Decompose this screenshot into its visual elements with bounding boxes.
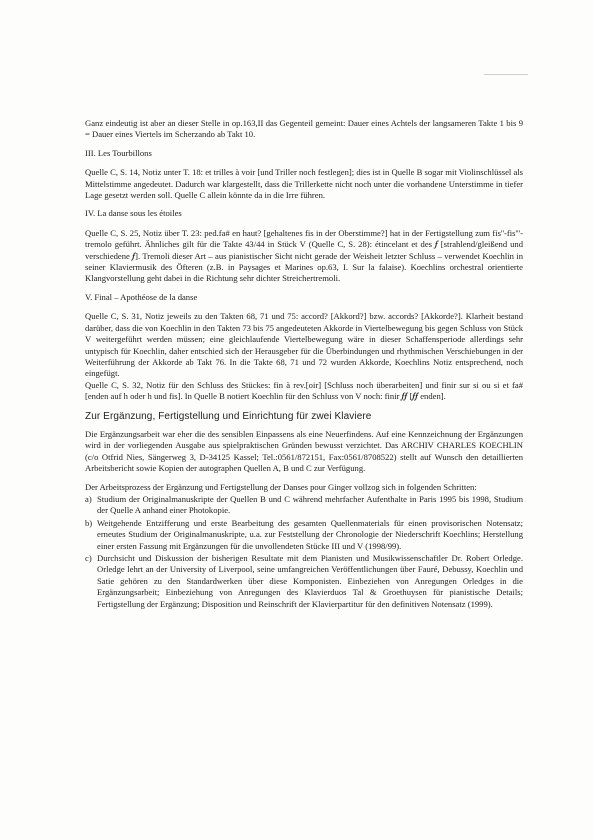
document-body (85, 118, 523, 616)
etoiles-paragraph: Quelle C, S. 25, Notiz über T. 23: ped.fa# en haut? [gehaltenes fis in der Oberstimme?] hat in der Fertigstellung zum fis''-fis'''-tremolo geführt. Ähnliches gilt für die Takte 43/44 in Stück V (Quelle C, S. 28): étincelant et des 𝆑 [strahlend/gleißend und verschiedene 𝆑]. Tremoli dieser Art – aus pianistischer Sicht nicht gerade der Weisheit letzter Schluss – verwendet Koechlin in seiner Klaviermusik des Öfteren (z.B. in Paysages et Marines op.63, I. Sur la falaise). Koechlins orchestral orientierte Klangvorstellung geht dabei in die Richtung sehr dichter Streichertremoli. (85, 227, 523, 284)
section-heading-final: V. Final – Apothéose de la danse (85, 291, 198, 302)
list-item-marker: b) (85, 517, 93, 528)
list-item-text: Weitgehende Entzifferung und erste Bearbeitung des gesamten Quellenmaterials für einen provisorischen Notensatz; erneutes Studium der Originalmanuskripte, u.a. zur Feststellung der Chronologie der Niederschrift Koechlins; Herstellung einer ersten Fassung mit Ergänzungen für die unvollendeten Stücke III und V (1998/99). (97, 517, 523, 551)
section-heading-tourbillons: III. Les Tourbillons (85, 147, 152, 158)
list-item (85, 494, 523, 517)
supplement-paragraph-1: Die Ergänzungsarbeit war eher die des sensiblen Einpassens als eine Neuerfindens. Auf eine Kennzeichnung der Ergänzungen wird in der vorliegenden Ausgabe aus spielpraktischen Gründen bewusst verzichtet. Das ARCHIV CHARLES KOECHLIN (c/o Otfrid Nies, Sängerweg 3, D-34125 Kassel; Tel.:0561/872151, Fax:0561/8708522) stellt auf Wunsch den detaillierten Arbeitsbericht sowie Kopien der autographen Quellen A, B und C zur Verfügung. (85, 428, 523, 474)
intro-paragraph: Ganz eindeutig ist aber an dieser Stelle in op.163,II das Gegenteil gemeint: Dauer eines Achtels der langsameren Takte 1 bis 9 = Dauer eines Viertels im Scherzando ab Takt 10. (85, 118, 523, 140)
section-heading-etoiles: IV. La danse sous les étoiles (85, 208, 182, 219)
supplement-paragraph-2: Der Arbeitsprozess der Ergänzung und Fertigstellung der Danses pour Ginger vollzog sich in folgenden Schritten: (85, 481, 477, 492)
list-item (85, 553, 523, 610)
list-item-text: Studium der Originalmanuskripte der Quellen B und C während mehrfacher Aufenthalte in Paris 1995 bis 1998, Studium der Quelle A anhand einer Photokopie. (97, 493, 523, 516)
final-paragraph-2: Quelle C, S. 32, Notiz für den Schluss des Stückes: fin à rev.[oir] [Schluss noch überarbeiten] und finir sur si ou si et fa# [enden auf h oder h und fis]. In Quelle B notiert Koechlin für den Schluss von V noch: finir 𝆑𝆑 [𝆑𝆑 enden]. (85, 379, 523, 402)
list-item-text: Durchsicht und Diskussion der bisherigen Resultate mit dem Pianisten und Musikwissenschaftler Dr. Robert Orledge. Orledge lehrt an der University of Liverpool, seine umfangreichen Veröffentlichungen über Fauré, Debussy, Koechlin und Satie gehören zu den Standardwerken über diese Komponisten. Einbeziehen von Anregungen Orledges in die Ergänzungsarbeit; Einbeziehung von Anregungen des Klavierduos Tal & Groethuysen für pianistische Details; Fertigstellung der Ergänzung; Disposition und Reinschrift der Klavierpartitur für den definitiven Notensatz (1999). (97, 553, 523, 609)
page-corner-rule (484, 74, 528, 75)
final-paragraph-1: Quelle C, S. 31, Notiz jeweils zu den Takten 68, 71 und 75: accord? [Akkord?] bzw. accords? [Akkorde?]. Klarheit bestand darüber, dass die von Koechlin in den Takten 73 bis 75 angedeuteten Akkorde in Viertelbewegung bis gegen Schluss von Stück V weitergeführt werden müssen; eine gleichlaufende Viertelbewegung wäre in dieser Schaffensperiode allerdings sehr untypisch für Koechlin, daher entschied sich der Herausgeber für die Überbindungen und rhythmischen Verschiebungen in der Weiterführung der Akkorde ab Takt 76. In die Takte 68, 71 und 72 wurden Akkorde, Koechlins Notiz entsprechend, noch eingefügt. (85, 311, 523, 379)
tourbillons-paragraph: Quelle C, S. 14, Notiz unter T. 18: et trilles à voir [und Triller noch festlegen]; dies ist in Quelle B sogar mit Violinschlüssel als Mittelstimme angedeutet. Dadurch war klargestellt, dass die Trillerkette nicht noch unter die vorhandene Unterstimme in tiefer Lage gesetzt werden soll. Quelle C allein könnte da in die Irre führen. (85, 167, 523, 201)
main-section-heading: Zur Ergänzung, Fertigstellung und Einrichtung für zwei Klaviere (85, 410, 372, 422)
list-item-marker: a) (85, 493, 92, 504)
process-steps-list (85, 494, 523, 610)
list-item (85, 518, 523, 552)
list-item-marker: c) (85, 553, 92, 563)
